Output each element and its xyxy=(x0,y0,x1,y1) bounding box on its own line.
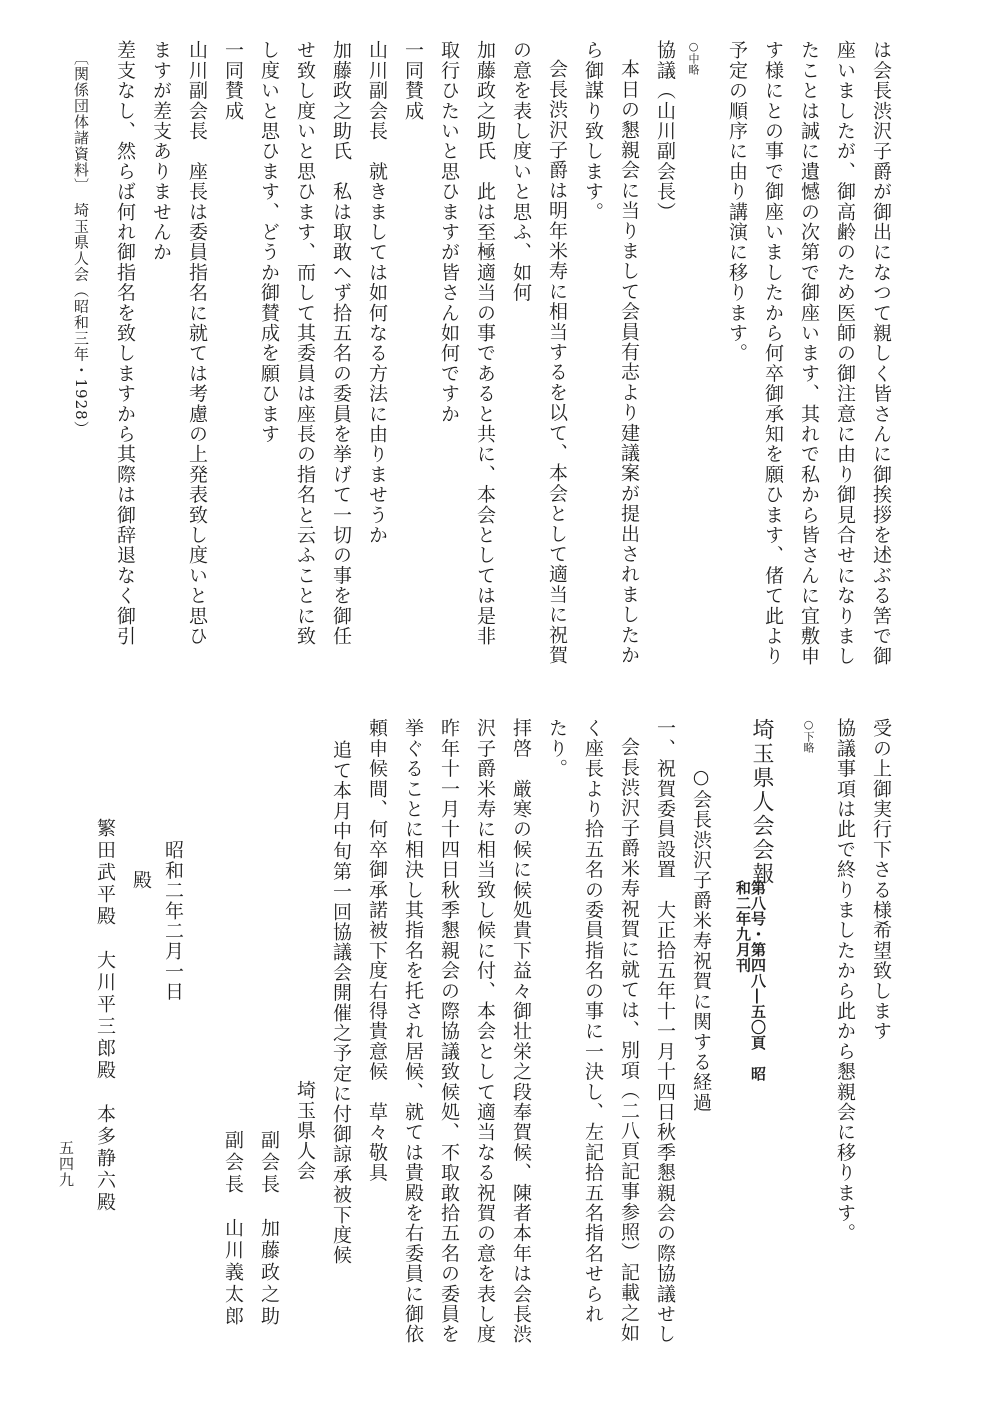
text-line: 加藤政之助氏 此は至極適当の事であると共に、本会としては是非 xyxy=(474,40,496,646)
publication-title: 埼玉県人会会報 xyxy=(749,718,774,886)
page-footer: 〔関係団体諸資料〕 埼玉県人会（昭和三年・1928） xyxy=(72,50,90,437)
text-line: し度いと思ひます、どうか御賛成を願ひます xyxy=(258,40,280,444)
text-line: 取行ひたいと思ひますが皆さん如何ですか xyxy=(438,40,460,424)
sender-name: 副会長 加藤政之助 xyxy=(258,1130,280,1328)
text-line: 協議事項は此で終りましたから此から懇親会に移ります。 xyxy=(834,718,856,1244)
text-line: 座いましたが、御高齢のため医師の御注意に由り御見合せになりまし xyxy=(834,40,856,667)
text-line: ますが差支ありませんか xyxy=(150,40,172,263)
text-line: 拝啓 厳寒の候に候処貴下益々御壮栄之段奉賀候、陳者本年は会長渋 xyxy=(510,718,532,1345)
omission-note: ○中略 xyxy=(687,40,700,75)
article-heading: ○会長渋沢子爵米寿祝賀に関する経過 xyxy=(690,766,712,1113)
sender-organization: 埼玉県人会 xyxy=(294,1080,316,1181)
section-heading: 協議（山川副会長） xyxy=(654,40,676,222)
text-line: せ致し度いと思ひます、而して其委員は座長の指名と云ふことに致 xyxy=(294,40,316,646)
text-line: 会長渋沢子爵は明年米寿に相当するを以て、本会として適当に祝賀 xyxy=(546,59,568,665)
omission-note: ○下略 xyxy=(802,718,815,753)
text-line: く座長より拾五名の委員指名の事に一決し、左記拾五名指名せられ xyxy=(582,718,604,1324)
text-line: 山川副会長 座長は委員指名に就ては考慮の上発表致し度いと思ひ xyxy=(186,40,208,646)
issue-info: 第八号・第四八―五〇頁 昭和二年九月刊 xyxy=(734,880,767,1082)
text-line: の意を表し度いと思ふ、如何 xyxy=(510,40,532,303)
text-line: 受の上御実行下さる様希望致します xyxy=(870,718,892,1042)
text-line: 一同賛成 xyxy=(222,40,244,121)
addressee-suffix: 殿 xyxy=(130,870,152,891)
text-line: 沢子爵米寿に相当致し候に付、本会として適当なる祝賀の意を表し度 xyxy=(474,718,496,1345)
page-number: 五四九 xyxy=(57,1140,75,1188)
text-line: 差支なし、然らば何れ御指名を致しますから其際は御辞退なく御引 xyxy=(114,40,136,646)
text-line: 一同賛成 xyxy=(402,40,424,121)
sender-name: 副会長 山川義太郎 xyxy=(222,1130,244,1328)
text-line: 追て本月中旬第一回協議会開催之予定に付御諒承被下度候 xyxy=(330,740,352,1266)
text-line: 会長渋沢子爵米寿祝賀に就ては、別項（二八頁記事参照）記載之如 xyxy=(618,737,640,1343)
text-line: たり。 xyxy=(546,718,568,779)
text-line: 挙ぐることに相決し其指名を托され居候、就ては貴殿を右委員に御依 xyxy=(402,718,424,1345)
addressee-names: 繁田武平殿 大川平三郎殿 本多静六殿 xyxy=(94,818,116,1214)
text-line: は会長渋沢子爵が御出になつて親しく皆さんに御挨拶を述ぶる筈で御 xyxy=(870,40,892,667)
text-line: 本日の懇親会に当りまして会員有志より建議案が提出されましたか xyxy=(618,59,640,665)
text-line: 山川副会長 就きましては如何なる方法に由りませうか xyxy=(366,40,388,545)
text-line: 頼申候間、何卒御承諾被下度右得貴意候 草々敬具 xyxy=(366,718,388,1183)
text-line: す様にとの事で御座いましたから何卒御承知を願ひます、偖て此より xyxy=(762,40,784,667)
text-line: 加藤政之助氏 私は取敢へず拾五名の委員を挙げて一切の事を御任 xyxy=(330,40,352,646)
text-line: 一、祝賀委員設置 大正拾五年十一月十四日秋季懇親会の際協議せし xyxy=(654,718,676,1345)
text-line: 予定の順序に由り講演に移ります。 xyxy=(726,40,748,364)
text-line: 昨年十一月十四日秋季懇親会の際協議致候処、不取敢拾五名の委員を xyxy=(438,718,460,1345)
text-line: ら御謀り致します。 xyxy=(582,40,604,222)
text-line: たことは誠に遺憾の次第で御座います、其れで私から皆さんに宜敷申 xyxy=(798,40,820,667)
letter-date: 昭和二年二月一日 xyxy=(162,840,184,1002)
